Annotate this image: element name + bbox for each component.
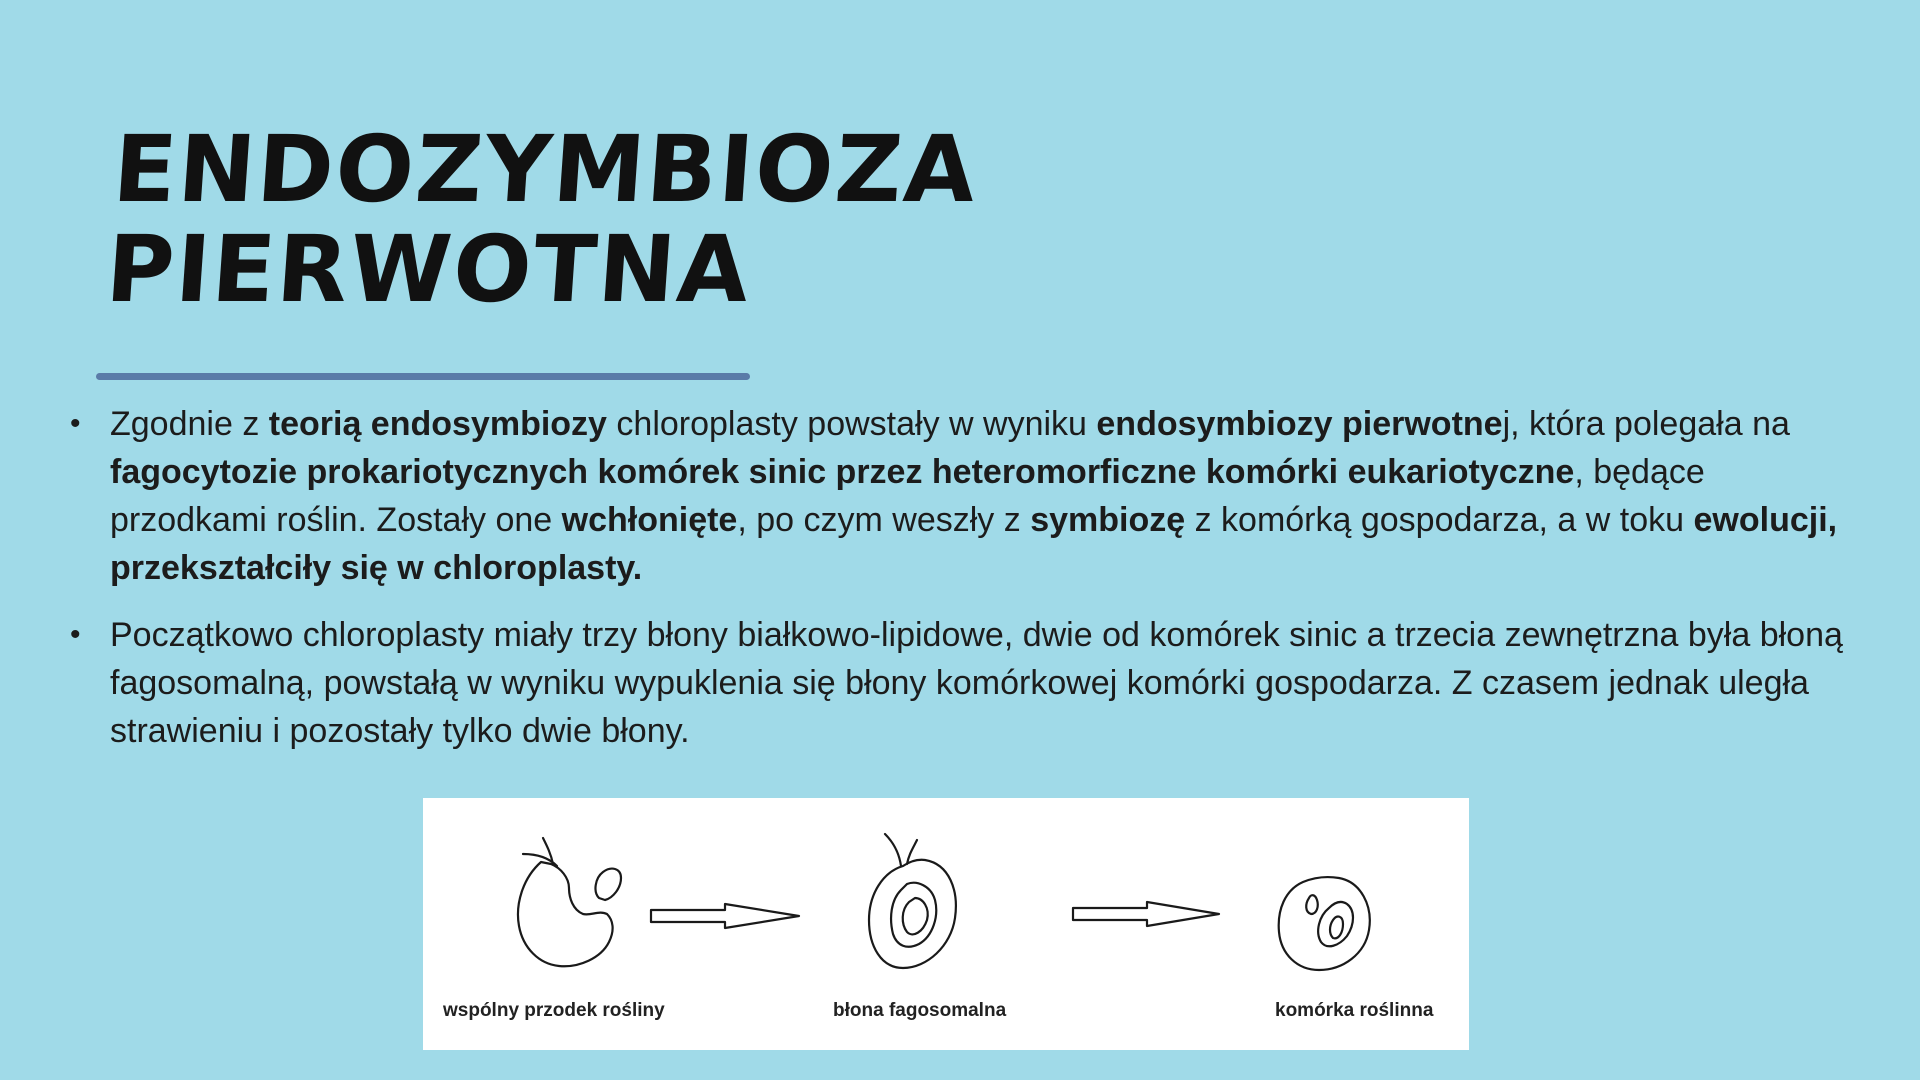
bold-segment: endosymbiozy pierwotne — [1096, 405, 1503, 443]
caption-ancestor: wspólny przodek rośliny — [443, 1000, 665, 1021]
text-segment: z komórką gospodarza, a w toku — [1185, 501, 1694, 539]
text-segment: , po czym weszły z — [737, 501, 1031, 539]
cyanobacterium-icon — [596, 869, 621, 900]
title-underline — [96, 373, 750, 380]
text-segment: chloroplasty powstały w wyniku — [606, 405, 1097, 443]
text-segment: Zgodnie z — [110, 405, 269, 443]
ancestor-cell-icon — [518, 838, 613, 966]
bold-segment: ewolucji, przekształciły się w chloroplasty. — [110, 501, 1838, 587]
slide-title-line2: PIERWOTNA — [102, 216, 755, 323]
slide-title — [102, 116, 982, 323]
bullet-icon: • — [70, 407, 81, 440]
arrow-right-icon — [651, 904, 799, 928]
slide-title-line1: ENDOZYMBIOZA — [109, 116, 982, 223]
bold-segment: symbiozę — [1030, 501, 1186, 539]
bullet-item-1 — [70, 400, 1860, 592]
plant-cell-icon — [1279, 877, 1370, 970]
bold-segment: wchłonięte — [561, 501, 738, 539]
arrow-right-icon — [1073, 902, 1219, 926]
bullet-text-2: Początkowo chloroplasty miały trzy błony białkowo-lipidowe, dwie od komórek sinic a trzecia zewnętrzna była błoną fagosomalną, powstałą w wyniku wypuklenia się błony komórkowej komórki gospodarza. Z czasem jednak uległa strawieniu i pozostały tylko dwie błony. — [110, 616, 1843, 750]
caption-phagosome: błona fagosomalna — [833, 1000, 1007, 1021]
bold-segment: fagocytozie prokariotycznych komórek sinic przez heteromorficzne komórki eukariotyczne — [110, 453, 1575, 491]
bullet-list — [70, 400, 1860, 774]
bold-segment: teorią endosymbiozy — [268, 405, 607, 443]
bullet-text-1 — [110, 405, 1837, 587]
caption-plant-cell: komórka roślinna — [1275, 1000, 1434, 1021]
text-segment: j, która polegała na — [1502, 405, 1790, 443]
phagosome-cell-icon — [869, 834, 956, 968]
text-segment: , będące przodkami roślin. Zostały one — [110, 453, 1705, 539]
bullet-item-2 — [70, 611, 1860, 755]
bullet-icon: • — [70, 618, 81, 651]
endosymbiosis-diagram — [423, 798, 1469, 1050]
